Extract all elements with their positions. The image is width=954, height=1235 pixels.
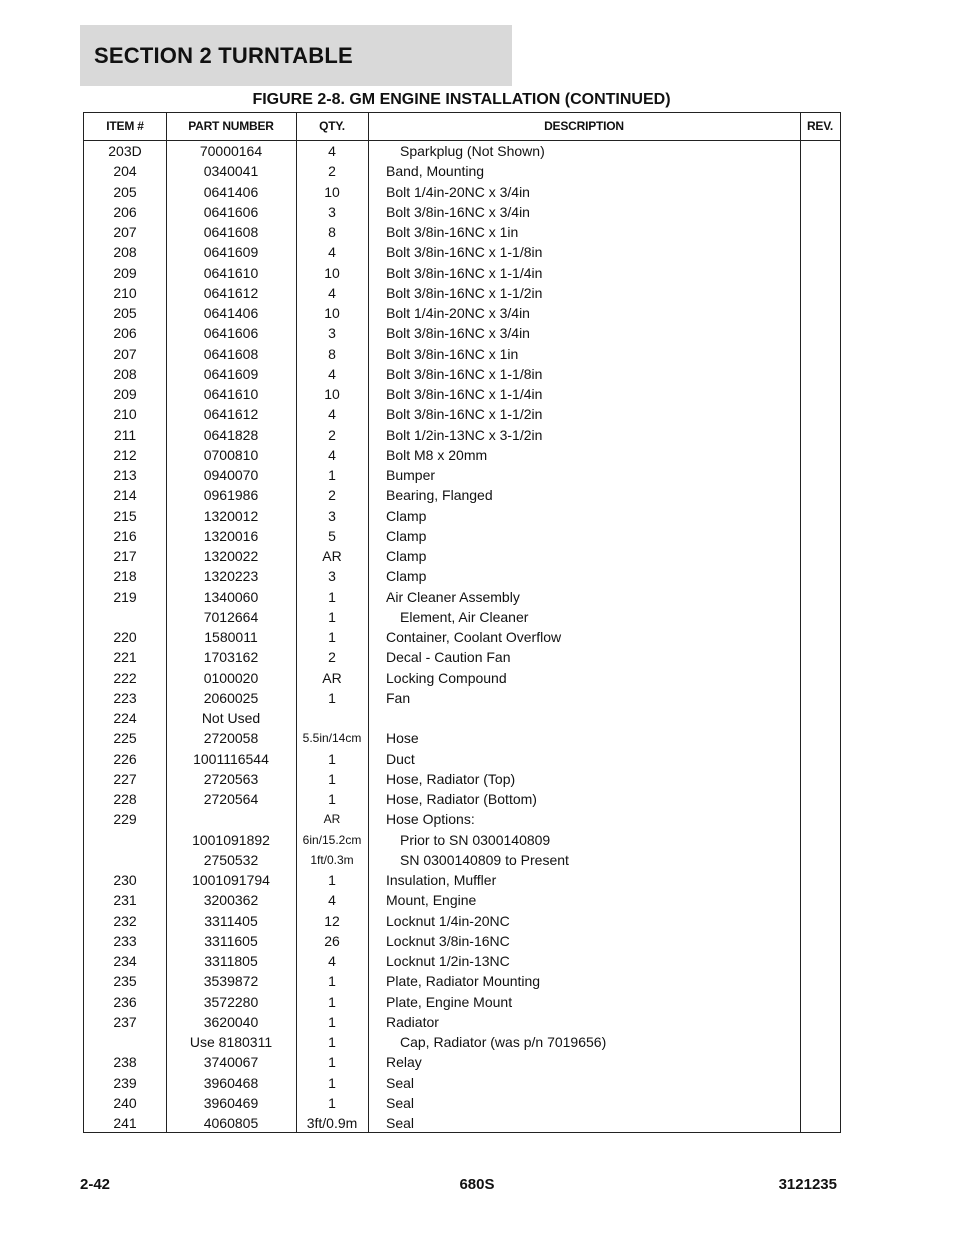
description-cell: Air Cleaner Assembly xyxy=(386,588,520,605)
qty-cell: 2 xyxy=(328,426,336,443)
description-cell: Hose, Radiator (Top) xyxy=(386,770,516,787)
item-cell: 210 xyxy=(113,284,137,301)
table-row xyxy=(84,161,840,181)
item-cell: 239 xyxy=(113,1074,137,1091)
qty-cell: 1 xyxy=(328,588,336,605)
table-row xyxy=(84,769,840,789)
figure-title: FIGURE 2-8. GM ENGINE INSTALLATION (CONTINUED) xyxy=(252,91,671,108)
part-number-cell: 0641609 xyxy=(203,365,259,382)
qty-cell: 12 xyxy=(324,912,340,929)
model-name: 680S xyxy=(459,1176,495,1193)
part-number-cell: Not Used xyxy=(201,710,261,726)
description-cell: Bolt 1/4in-20NC x 3/4in xyxy=(386,183,530,200)
part-number-cell: 0641606 xyxy=(203,203,259,220)
qty-cell: 4 xyxy=(328,953,336,969)
description-cell: Bolt 3/8in-16NC x 3/4in xyxy=(386,325,530,342)
qty-cell: AR xyxy=(322,548,342,564)
description-cell: Duct xyxy=(386,750,415,767)
description-cell: Bolt 1/2in-13NC x 3-1/2in xyxy=(386,426,543,443)
item-cell: 213 xyxy=(113,467,137,483)
part-number-cell: 3539872 xyxy=(203,973,259,990)
qty-cell: 8 xyxy=(328,224,336,240)
qty-cell: AR xyxy=(322,669,342,686)
part-number-cell: 0641610 xyxy=(203,264,259,281)
part-number-cell: 0961986 xyxy=(203,487,259,504)
qty-cell: 1 xyxy=(328,1054,336,1071)
item-cell: 212 xyxy=(113,446,137,463)
description-cell: Bolt 3/8in-16NC x 1-1/2in xyxy=(386,284,543,301)
part-number-cell: 2720563 xyxy=(203,770,259,787)
item-cell: 236 xyxy=(113,993,137,1010)
part-number-cell: 1340060 xyxy=(203,588,259,605)
parts-table xyxy=(83,112,841,1133)
item-cell: 222 xyxy=(113,669,137,686)
table-row xyxy=(84,465,840,485)
table-row xyxy=(84,344,840,364)
item-cell: 204 xyxy=(113,163,137,180)
item-cell: 227 xyxy=(113,770,137,787)
header-qty: QTY. xyxy=(319,119,345,133)
description-cell: Plate, Radiator Mounting xyxy=(386,973,541,990)
description-cell: SN 0300140809 to Present xyxy=(400,851,569,868)
item-cell: 220 xyxy=(113,629,137,645)
qty-cell: 1 xyxy=(328,872,336,888)
qty-cell: 8 xyxy=(328,345,336,362)
table-row xyxy=(84,890,840,910)
table-row xyxy=(84,283,840,303)
qty-cell: 1 xyxy=(328,1074,336,1091)
part-number-cell: 3200362 xyxy=(203,892,259,909)
table-row xyxy=(84,1073,840,1093)
description-cell: Hose xyxy=(386,730,419,747)
item-cell: 241 xyxy=(113,1115,137,1131)
part-number-cell: 3960469 xyxy=(203,1094,259,1111)
description-cell: Hose, Radiator (Bottom) xyxy=(386,791,537,807)
item-cell: 211 xyxy=(113,426,137,443)
table-row xyxy=(84,222,840,242)
part-number-cell: 4060805 xyxy=(203,1115,259,1131)
header-item: ITEM # xyxy=(106,119,144,133)
qty-cell: 3 xyxy=(328,507,336,524)
qty-cell: 1 xyxy=(328,1034,336,1050)
item-cell: 232 xyxy=(113,912,137,929)
description-cell: Locknut 3/8in-16NC xyxy=(386,932,510,949)
description-cell: Sparkplug (Not Shown) xyxy=(400,143,545,159)
description-cell: Insulation, Muffler xyxy=(386,872,497,888)
part-number-cell: 0641612 xyxy=(203,284,259,301)
description-cell: Clamp xyxy=(386,548,427,564)
qty-cell: 1 xyxy=(328,973,336,990)
qty-cell: 4 xyxy=(328,143,336,159)
description-cell: Seal xyxy=(386,1074,415,1091)
qty-cell: 3 xyxy=(328,203,336,220)
table-row xyxy=(84,506,840,526)
part-number-cell: 0940070 xyxy=(203,467,259,483)
table-row xyxy=(84,404,840,424)
part-number-cell: 2060025 xyxy=(203,689,259,706)
qty-cell: 1 xyxy=(328,689,336,706)
part-number-cell: 3311405 xyxy=(204,912,258,929)
part-number-cell: 0340041 xyxy=(203,163,259,180)
description-cell: Relay xyxy=(386,1054,422,1071)
qty-cell: 3 xyxy=(328,568,336,585)
table-row xyxy=(84,303,840,323)
item-cell: 205 xyxy=(113,183,137,200)
table-row xyxy=(84,607,840,627)
qty-cell: 1 xyxy=(328,608,336,625)
item-cell: 226 xyxy=(113,750,137,767)
part-number-cell: 3740067 xyxy=(203,1054,259,1071)
item-cell: 237 xyxy=(113,1013,137,1030)
qty-cell: 10 xyxy=(324,183,340,200)
table-row xyxy=(84,1093,840,1113)
item-cell: 240 xyxy=(113,1094,137,1111)
description-cell: Bolt 3/8in-16NC x 1in xyxy=(386,345,519,362)
part-number-cell: 3311605 xyxy=(204,932,258,949)
qty-cell: 1 xyxy=(328,750,336,767)
part-number-cell: 2750532 xyxy=(203,851,259,868)
item-cell: 205 xyxy=(113,305,137,321)
section-header xyxy=(80,25,512,86)
item-cell: 216 xyxy=(113,527,137,544)
item-cell: 228 xyxy=(113,791,137,807)
item-cell: 209 xyxy=(113,386,137,402)
part-number-cell: 0641610 xyxy=(203,386,259,402)
qty-cell: 10 xyxy=(324,305,340,321)
part-number-cell: 0641608 xyxy=(203,345,259,362)
qty-cell: 1 xyxy=(328,770,336,787)
table-row xyxy=(84,182,840,202)
item-cell: 231 xyxy=(113,892,137,909)
qty-cell: 4 xyxy=(328,446,336,463)
item-cell: 238 xyxy=(113,1054,137,1071)
part-number-cell: 7012664 xyxy=(203,608,259,625)
table-row xyxy=(84,749,840,769)
qty-cell: 4 xyxy=(328,406,336,423)
description-cell: Fan xyxy=(386,689,411,706)
item-cell: 223 xyxy=(113,689,137,706)
table-row xyxy=(84,1052,840,1072)
item-cell: 209 xyxy=(113,264,137,281)
table-row xyxy=(84,384,840,404)
part-number-cell: 0641608 xyxy=(203,224,259,240)
part-number-cell: 1001091892 xyxy=(192,831,270,848)
description-cell: Bolt 3/8in-16NC x 3/4in xyxy=(386,203,530,220)
description-cell: Bolt 3/8in-16NC x 1-1/8in xyxy=(386,244,543,261)
item-cell: 224 xyxy=(113,710,137,726)
qty-cell: 2 xyxy=(328,163,336,180)
part-number-cell: 0641606 xyxy=(203,325,259,342)
qty-cell: 1 xyxy=(328,791,336,807)
table-row xyxy=(84,566,840,586)
page-number: 2-42 xyxy=(80,1176,111,1193)
table-row xyxy=(84,931,840,951)
description-cell: Locknut 1/2in-13NC xyxy=(386,953,510,969)
item-cell: 215 xyxy=(113,507,137,524)
table-row xyxy=(84,1113,840,1133)
item-cell: 230 xyxy=(113,872,137,888)
table-row xyxy=(84,688,840,708)
item-cell: 208 xyxy=(113,365,137,382)
qty-cell: 5.5in/14cm xyxy=(302,731,362,746)
description-cell: Bumper xyxy=(386,467,436,483)
part-number-cell: 3311805 xyxy=(204,953,258,969)
part-number-cell: 0641609 xyxy=(203,244,259,261)
description-cell: Locking Compound xyxy=(386,669,507,686)
table-row xyxy=(84,242,840,262)
table-row xyxy=(84,1012,840,1032)
qty-cell: 2 xyxy=(328,649,336,666)
qty-cell: 1ft/0.3m xyxy=(310,852,354,867)
part-number-cell: 0641612 xyxy=(203,406,259,423)
part-number-cell: 1320012 xyxy=(203,507,259,524)
description-cell: Bolt M8 x 20mm xyxy=(386,446,488,463)
table-header-row xyxy=(84,113,840,141)
part-number-cell: 1320016 xyxy=(203,527,259,544)
table-row xyxy=(84,850,840,870)
description-cell: Mount, Engine xyxy=(386,892,477,909)
table-row xyxy=(84,587,840,607)
qty-cell: 4 xyxy=(328,284,336,301)
description-cell: Decal - Caution Fan xyxy=(386,649,511,666)
qty-cell: 4 xyxy=(328,892,336,909)
item-cell: 214 xyxy=(113,487,137,504)
description-cell: Cap, Radiator (was p/n 7019656) xyxy=(400,1034,607,1050)
description-cell: Clamp xyxy=(386,507,427,524)
table-row xyxy=(84,546,840,566)
item-cell: 217 xyxy=(113,548,137,564)
part-number-cell: 0641828 xyxy=(203,426,259,443)
qty-cell: 3 xyxy=(328,325,336,342)
item-cell: 225 xyxy=(113,730,137,747)
qty-cell: 4 xyxy=(328,365,336,382)
qty-cell: 1 xyxy=(328,993,336,1010)
item-cell: 233 xyxy=(113,932,137,949)
part-number-cell: Use 8180311 xyxy=(189,1034,273,1050)
table-row xyxy=(84,789,840,809)
description-cell: Seal xyxy=(386,1094,415,1111)
item-cell: 218 xyxy=(113,568,137,585)
table-row xyxy=(84,809,840,829)
header-part-number: PART NUMBER xyxy=(188,119,274,133)
qty-cell: 1 xyxy=(328,1094,336,1111)
qty-cell: 5 xyxy=(328,527,336,544)
table-row xyxy=(84,647,840,667)
description-cell: Bolt 3/8in-16NC x 1-1/8in xyxy=(386,365,543,382)
section-title: SECTION 2 TURNTABLE xyxy=(94,43,353,68)
item-cell: 221 xyxy=(113,649,137,666)
table-row xyxy=(84,425,840,445)
part-number-cell: 2720058 xyxy=(203,730,259,747)
part-number-cell: 1320022 xyxy=(203,548,259,564)
part-number-cell: 0641406 xyxy=(203,183,259,200)
qty-cell: 6in/15.2cm xyxy=(302,832,362,847)
table-row xyxy=(84,951,840,971)
qty-cell: 10 xyxy=(324,386,340,402)
description-cell: Bolt 3/8in-16NC x 1-1/2in xyxy=(386,406,543,423)
table-row xyxy=(84,1032,840,1052)
table-row xyxy=(84,323,840,343)
part-number-cell: 3572280 xyxy=(203,993,259,1010)
qty-cell: 1 xyxy=(328,1013,336,1030)
description-cell: Band, Mounting xyxy=(386,163,485,180)
item-cell: 206 xyxy=(113,325,137,342)
qty-cell: 1 xyxy=(328,467,336,483)
table-row xyxy=(84,992,840,1012)
description-cell: Bearing, Flanged xyxy=(386,487,493,504)
qty-cell: 10 xyxy=(324,264,340,281)
item-cell: 206 xyxy=(113,203,137,220)
qty-cell: 2 xyxy=(328,487,336,504)
description-cell: Bolt 3/8in-16NC x 1-1/4in xyxy=(386,386,543,402)
description-cell: Bolt 3/8in-16NC x 1in xyxy=(386,224,519,240)
part-number-cell: 1320223 xyxy=(203,568,259,585)
table-row xyxy=(84,728,840,748)
description-cell: Clamp xyxy=(386,568,427,585)
item-cell: 235 xyxy=(113,973,137,990)
qty-cell: AR xyxy=(323,812,341,827)
table-row xyxy=(84,485,840,505)
qty-cell: 1 xyxy=(328,629,336,645)
item-cell: 210 xyxy=(113,406,137,423)
table-row xyxy=(84,627,840,647)
table-row xyxy=(84,830,840,850)
table-row xyxy=(84,364,840,384)
description-cell: Plate, Engine Mount xyxy=(386,993,513,1010)
part-number-cell: 1001116544 xyxy=(193,750,269,767)
part-number-cell: 70000164 xyxy=(199,143,263,159)
item-cell: 229 xyxy=(113,811,137,828)
table-row xyxy=(84,263,840,283)
description-cell: Clamp xyxy=(386,527,427,544)
item-cell: 203D xyxy=(108,143,142,159)
description-cell: Bolt 3/8in-16NC x 1-1/4in xyxy=(386,264,543,281)
qty-cell: 3ft/0.9m xyxy=(306,1115,358,1131)
table-body xyxy=(84,141,840,1133)
part-number-cell: 1001091794 xyxy=(192,872,270,888)
part-number-cell: 1580011 xyxy=(204,629,258,645)
item-cell: 207 xyxy=(113,224,137,240)
part-number-cell: 0700810 xyxy=(203,446,259,463)
part-number-cell: 0100020 xyxy=(203,669,259,686)
part-number-cell: 1703162 xyxy=(203,649,259,666)
table-row xyxy=(84,911,840,931)
qty-cell: 26 xyxy=(324,932,340,949)
table-row xyxy=(84,708,840,728)
table-row xyxy=(84,870,840,890)
description-cell: Hose Options: xyxy=(386,811,475,828)
document-number: 3121235 xyxy=(778,1176,837,1193)
item-cell: 219 xyxy=(113,588,137,605)
description-cell: Bolt 1/4in-20NC x 3/4in xyxy=(386,305,530,321)
description-cell: Locknut 1/4in-20NC xyxy=(386,912,510,929)
part-number-cell: 3960468 xyxy=(203,1074,259,1091)
item-cell: 208 xyxy=(113,244,137,261)
description-cell: Seal xyxy=(386,1115,415,1131)
table-row xyxy=(84,668,840,688)
table-row xyxy=(84,141,840,161)
table-row xyxy=(84,971,840,991)
table-row xyxy=(84,202,840,222)
part-number-cell: 3620040 xyxy=(203,1013,259,1030)
description-cell: Element, Air Cleaner xyxy=(400,608,529,625)
part-number-cell: 2720564 xyxy=(203,791,259,807)
item-cell: 234 xyxy=(113,953,137,969)
part-number-cell: 0641406 xyxy=(203,305,259,321)
item-cell: 207 xyxy=(113,345,137,362)
header-description: DESCRIPTION xyxy=(544,119,624,133)
table-row xyxy=(84,445,840,465)
description-cell: Radiator xyxy=(386,1013,439,1030)
description-cell: Prior to SN 0300140809 xyxy=(400,831,551,848)
header-rev: REV. xyxy=(806,119,834,133)
description-cell: Container, Coolant Overflow xyxy=(386,629,562,645)
qty-cell: 4 xyxy=(328,244,336,261)
table-row xyxy=(84,526,840,546)
